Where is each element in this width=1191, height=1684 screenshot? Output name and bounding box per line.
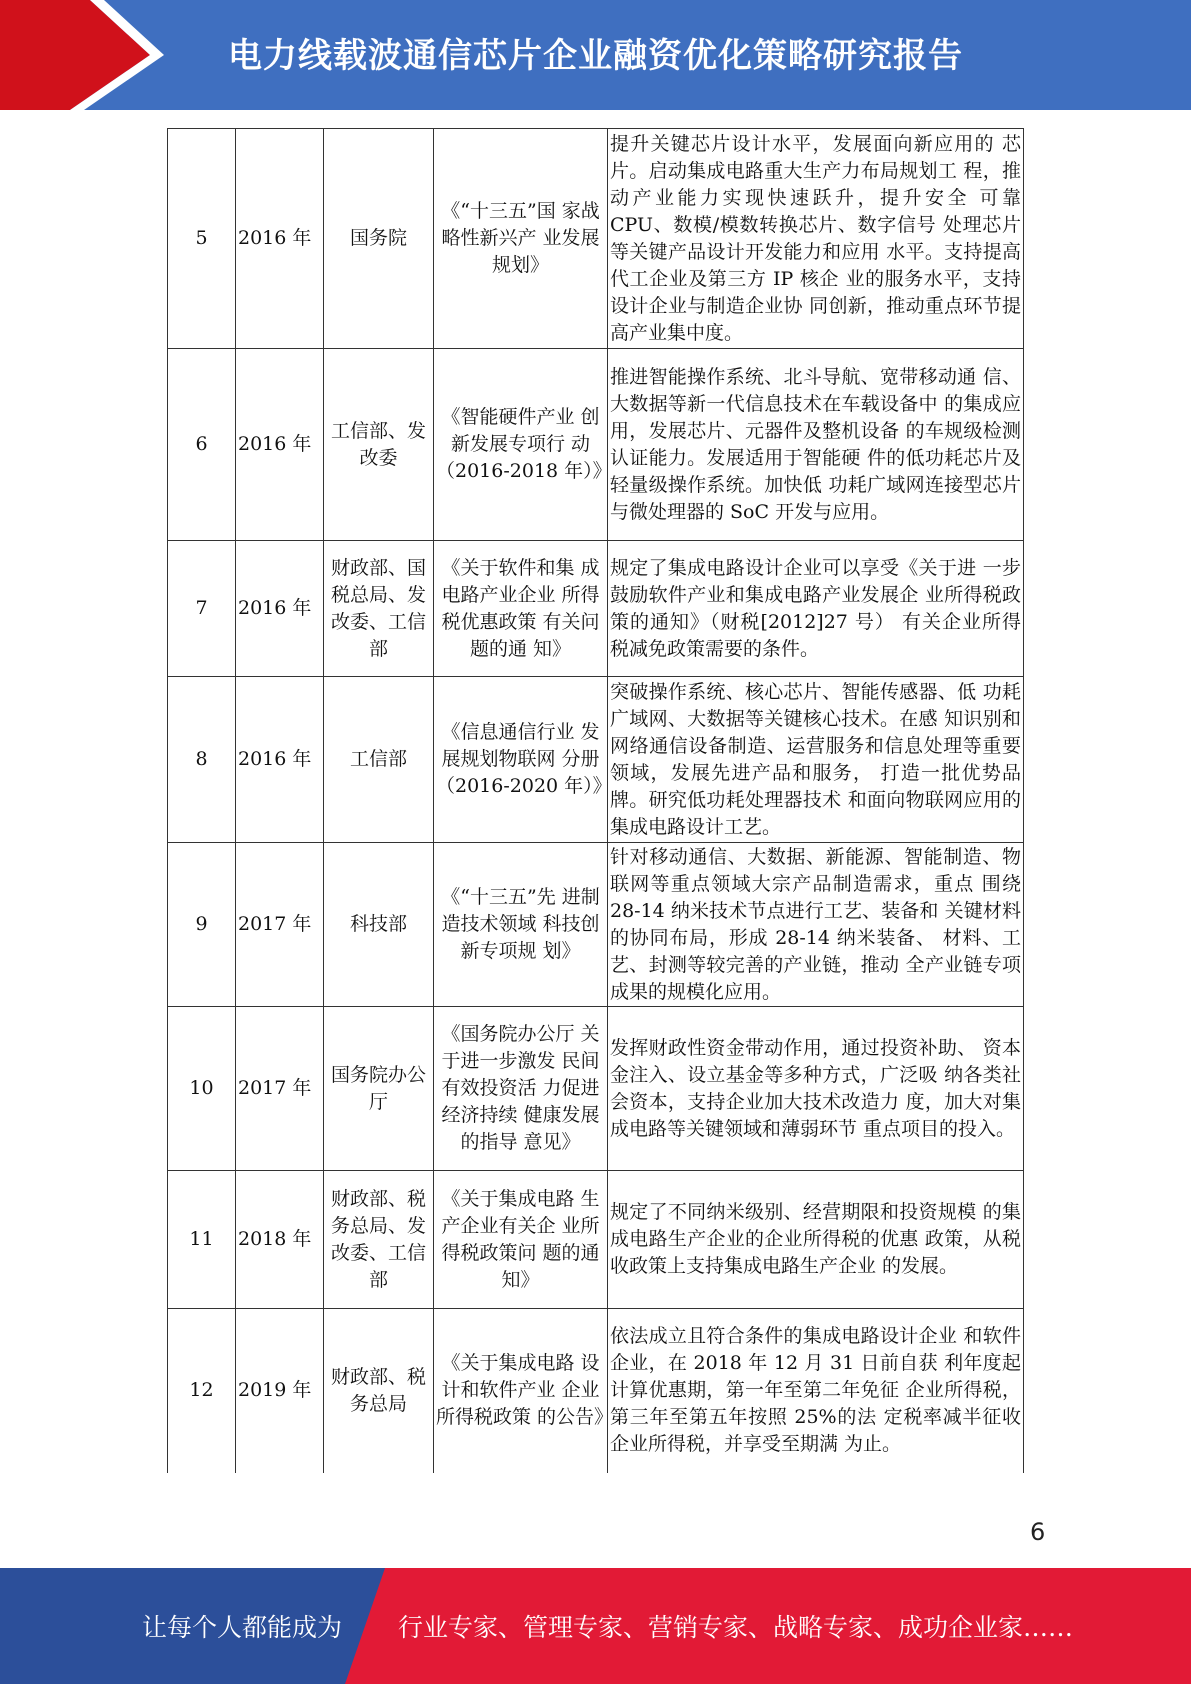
row-policy-name: 《关于软件和集 成电路产业企业 所得税优惠政策 有关问题的通 知》	[434, 541, 608, 677]
table-row	[168, 541, 1024, 677]
page-footer	[0, 1568, 1191, 1684]
table-row	[168, 1309, 1024, 1473]
table-row	[168, 349, 1024, 541]
row-number: 7	[168, 541, 236, 677]
row-number: 10	[168, 1007, 236, 1171]
row-content: 规定了集成电路设计企业可以享受《关于进 一步鼓励软件产业和集成电路产业发展企 业所得税政策的通知》（财税[2012]27 号） 有关企业所得税减免政策需要的条件。	[608, 541, 1024, 677]
row-number: 11	[168, 1171, 236, 1309]
row-number: 5	[168, 129, 236, 349]
row-department: 工信部	[324, 677, 434, 843]
row-content: 发挥财政性资金带动作用，通过投资补助、 资本金注入、设立基金等多种方式，广泛吸 纳各类社会资本，支持企业加大技术改造力 度，加大对集成电路等关键领域和薄弱环节 重点项目的投入。	[608, 1007, 1024, 1171]
row-department: 工信部、发改委	[324, 349, 434, 541]
table-row	[168, 129, 1024, 349]
row-department: 国务院办公厅	[324, 1007, 434, 1171]
row-policy-name: 《关于集成电路 设计和软件产业 企业所得税政策 的公告》	[434, 1309, 608, 1473]
row-content: 提升关键芯片设计水平，发展面向新应用的 芯片。启动集成电路重大生产力布局规划工 程，推动产业能力实现快速跃升，提升安全 可靠 CPU、数模/模数转换芯片、数字信号 处理芯片等关键产品设计开发能力和应用 水平。支持提高代工企业及第三方 IP 核企 业的服务水平，支持设计企业与制造企业协 同创新，推动重点环节提高产业集中度。	[608, 129, 1024, 349]
row-department: 财政部、国税总局、发改委、工信部	[324, 541, 434, 677]
row-content: 规定了不同纳米级别、经营期限和投资规模 的集成电路生产企业的企业所得税的优惠 政策，从税收政策上支持集成电路生产企业 的发展。	[608, 1171, 1024, 1309]
row-year: 2019 年	[236, 1309, 324, 1473]
row-content: 推进智能操作系统、北斗导航、宽带移动通 信、大数据等新一代信息技术在车载设备中 的集成应用，发展芯片、元器件及整机设备 的车规级检测认证能力。发展适用于智能硬 件的低功耗芯片及轻量级操作系统。加快低 功耗广域网连接型芯片与微处理器的 SoC 开发与应用。	[608, 349, 1024, 541]
row-content: 突破操作系统、核心芯片、智能传感器、低 功耗广域网、大数据等关键核心技术。在感 知识别和网络通信设备制造、运营服务和信息处理等重要领域，发展先进产品和服务， 打造一批优势品牌。研究低功耗处理器技术 和面向物联网应用的集成电路设计工艺。	[608, 677, 1024, 843]
row-policy-name: 《国务院办公厅 关于进一步激发 民间有效投资活 力促进经济持续 健康发展的指导 意见》	[434, 1007, 608, 1171]
row-department: 财政部、税务总局、发改委、工信部	[324, 1171, 434, 1309]
table-row	[168, 677, 1024, 843]
row-number: 9	[168, 843, 236, 1007]
row-content: 针对移动通信、大数据、新能源、智能制造、物联网等重点领域大宗产品制造需求，重点 围绕 28-14 纳米技术节点进行工艺、装备和 关键材料的协同布局，形成 28-14 纳米装备、 材料、工艺、封测等较完善的产业链，推动 全产业链专项成果的规模化应用。	[608, 843, 1024, 1007]
row-year: 2017 年	[236, 843, 324, 1007]
row-number: 6	[168, 349, 236, 541]
row-department: 财政部、税务总局	[324, 1309, 434, 1473]
row-year: 2016 年	[236, 349, 324, 541]
table-row	[168, 843, 1024, 1007]
row-year: 2018 年	[236, 1171, 324, 1309]
row-year: 2016 年	[236, 129, 324, 349]
row-year: 2017 年	[236, 1007, 324, 1171]
page-header	[0, 0, 1191, 110]
row-policy-name: 《智能硬件产业 创新发展专项行 动（2016-2018 年）》	[434, 349, 608, 541]
row-department: 国务院	[324, 129, 434, 349]
row-policy-name: 《信息通信行业 发展规划物联网 分册（2016-2020 年）》	[434, 677, 608, 843]
table-row	[168, 1007, 1024, 1171]
row-policy-name: 《“十三五”国 家战略性新兴产 业发展规划》	[434, 129, 608, 349]
table-row	[168, 1171, 1024, 1309]
row-content: 依法成立且符合条件的集成电路设计企业 和软件企业，在 2018 年 12 月 31 日前自获 利年度起计算优惠期，第一年至第二年免征 企业所得税，第三年至第五年按照 25%的法 定税率减半征收企业所得税，并享受至期满 为止。	[608, 1309, 1024, 1473]
row-number: 8	[168, 677, 236, 843]
report-title: 电力线载波通信芯片企业融资优化策略研究报告	[228, 36, 963, 76]
policy-table	[167, 128, 1024, 1473]
row-policy-name: 《关于集成电路 生产企业有关企 业所得税政策问 题的通知》	[434, 1171, 608, 1309]
row-year: 2016 年	[236, 677, 324, 843]
row-department: 科技部	[324, 843, 434, 1007]
row-policy-name: 《“十三五”先 进制造技术领域 科技创新专项规 划》	[434, 843, 608, 1007]
footer-slogan-left: 让每个人都能成为	[142, 1613, 343, 1642]
footer-slogan-right: 行业专家、管理专家、营销专家、战略专家、成功企业家……	[398, 1613, 1074, 1642]
row-number: 12	[168, 1309, 236, 1473]
page-number: 6	[1030, 1518, 1046, 1546]
row-year: 2016 年	[236, 541, 324, 677]
